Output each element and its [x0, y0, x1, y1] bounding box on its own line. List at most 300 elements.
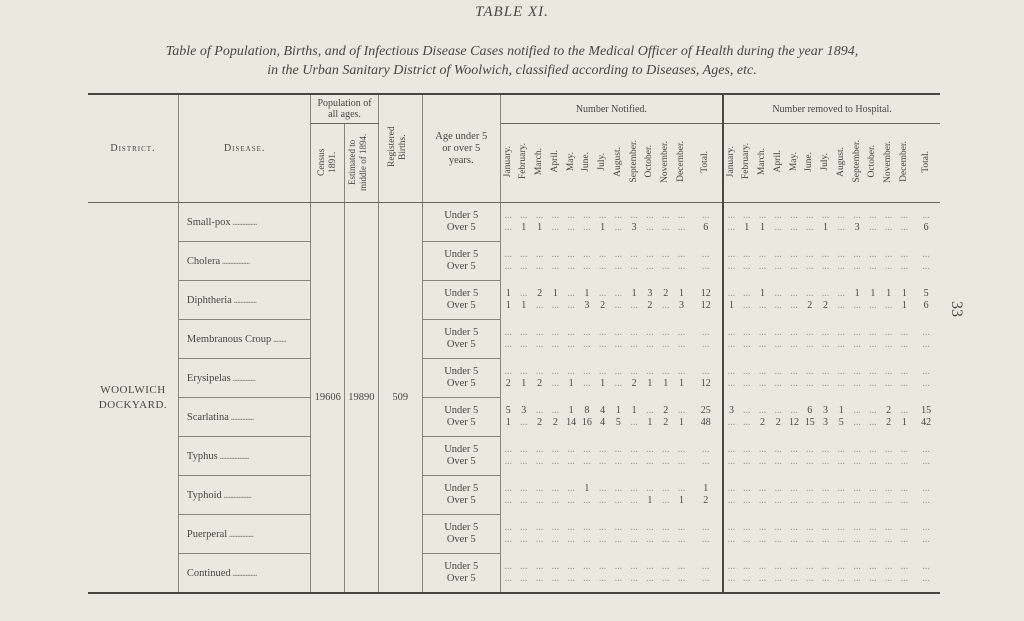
notified-over-value: ...: [646, 456, 654, 467]
removed-month-label: December.: [898, 141, 909, 182]
notified-under-value: ...: [677, 483, 686, 494]
removed-over-value: ...: [821, 495, 830, 506]
notified-over-value: ...: [677, 261, 686, 272]
notified-month-cell: [563, 398, 579, 437]
notified-month-cell: [595, 476, 611, 515]
removed-month-cell: [818, 281, 834, 320]
removed-over-value: ...: [821, 378, 830, 389]
removed-under-value: ...: [884, 522, 893, 533]
removed-over-value: ...: [774, 261, 782, 272]
header-notified: Number Notified.: [500, 94, 723, 124]
age-under-5-label: Under 5: [444, 561, 479, 572]
removed-month-cell: [723, 398, 739, 437]
notified-month-cell: [658, 203, 674, 242]
removed-under-value: ...: [884, 249, 893, 260]
removed-over-value: ...: [758, 534, 767, 545]
notified-month-cell: [500, 203, 516, 242]
notified-over-value: ...: [646, 572, 654, 584]
removed-month-cell: [849, 437, 865, 476]
notified-over-value: ...: [535, 572, 544, 584]
removed-over-total: 6: [923, 222, 929, 234]
age-under-5-label: Under 5: [444, 405, 479, 416]
removed-over-value: ...: [742, 456, 751, 467]
removed-under-value: ...: [774, 405, 782, 416]
removed-month-cell: [786, 203, 802, 242]
notified-under-value: ...: [504, 483, 513, 494]
notified-month-cell: [563, 437, 579, 476]
removed-under-value: ...: [821, 249, 830, 260]
notified-month-label: June.: [581, 151, 592, 172]
notified-over-total: 6: [703, 222, 709, 234]
notified-month-cell: [595, 398, 611, 437]
notified-under-value: 1: [584, 483, 590, 494]
removed-month-label: November.: [883, 140, 894, 183]
notified-under-value: ...: [614, 249, 623, 260]
notified-month-cell: [642, 554, 658, 594]
notified-under-value: ...: [661, 327, 670, 338]
notified-under-total: ...: [701, 210, 710, 222]
removed-month-cell: [723, 242, 739, 281]
notified-month-cell: [532, 359, 548, 398]
removed-over-value: ...: [806, 222, 814, 234]
notified-over-value: 1: [568, 378, 574, 389]
removed-over-value: ...: [884, 572, 893, 584]
removed-month-cell: [755, 476, 771, 515]
notified-under-value: ...: [614, 522, 623, 533]
notified-under-value: ...: [630, 444, 638, 455]
notified-month-cell: [626, 203, 642, 242]
notified-over-value: ...: [551, 495, 560, 506]
removed-month-label: April.: [772, 150, 783, 173]
notified-month-cell: [611, 320, 627, 359]
removed-month-cell: [802, 281, 818, 320]
removed-month-cell: [786, 437, 802, 476]
removed-over-value: ...: [774, 222, 782, 234]
removed-month-cell: [896, 203, 912, 242]
removed-month-cell: [833, 515, 849, 554]
removed-under-value: ...: [774, 444, 782, 455]
disease-name-cell: [178, 398, 310, 437]
removed-month-cell: [896, 398, 912, 437]
removed-month-cell: [723, 203, 739, 242]
header-estimated-label: Estimated to middle of 1894.: [347, 132, 369, 191]
notified-month-cell: [626, 554, 642, 594]
removed-under-value: 1: [854, 288, 860, 299]
notified-over-value: ...: [504, 572, 513, 584]
removed-under-value: ...: [884, 366, 893, 377]
notified-under-value: ...: [646, 483, 654, 494]
removed-month-cell: [723, 515, 739, 554]
removed-under-value: ...: [774, 327, 782, 338]
removed-total-cell: [912, 242, 940, 281]
table-row: [88, 476, 940, 515]
removed-over-value: ...: [727, 456, 736, 467]
removed-month-cell: [770, 320, 786, 359]
notified-under-total: 1: [703, 483, 709, 494]
removed-under-value: ...: [853, 327, 861, 338]
removed-under-value: ...: [900, 560, 909, 572]
notified-month-cell: [547, 320, 563, 359]
notified-over-value: ...: [520, 339, 528, 350]
removed-under-total: 5: [923, 288, 929, 299]
removed-month-cell: [786, 515, 802, 554]
notified-month-cell: [674, 476, 690, 515]
notified-over-value: ...: [677, 572, 686, 584]
notified-under-value: ...: [661, 444, 670, 455]
notified-under-value: ...: [677, 327, 686, 338]
notified-month-cell: [595, 203, 611, 242]
table-row: [88, 281, 940, 320]
removed-under-value: ...: [774, 366, 782, 377]
removed-month-cell: [802, 203, 818, 242]
notified-month-cell: [532, 281, 548, 320]
notified-under-value: ...: [567, 249, 575, 260]
notified-over-value: ...: [583, 222, 591, 234]
removed-over-value: ...: [774, 456, 782, 467]
notified-over-value: ...: [677, 456, 686, 467]
removed-month-cell: [770, 242, 786, 281]
notified-month-cell: [500, 398, 516, 437]
table-row: [88, 515, 940, 554]
notified-month-cell: [595, 359, 611, 398]
removed-month-cell: [739, 398, 755, 437]
notified-month-cell: [500, 554, 516, 594]
removed-month-cell: [833, 242, 849, 281]
notified-over-value: ...: [661, 572, 670, 584]
notified-month-cell: [516, 242, 532, 281]
district-line-1: WOOLWICH: [100, 383, 166, 396]
removed-month-cell: [833, 398, 849, 437]
removed-under-value: ...: [837, 560, 846, 572]
notified-total-header: [689, 124, 723, 203]
removed-over-value: ...: [806, 495, 814, 506]
removed-total-cell: [912, 554, 940, 594]
removed-month-cell: [881, 437, 897, 476]
estimated-value: 19890: [345, 203, 379, 594]
notified-over-value: ...: [520, 572, 528, 584]
notified-over-value: ...: [630, 495, 638, 506]
notified-month-cell: [626, 515, 642, 554]
notified-month-cell: [579, 359, 595, 398]
removed-under-value: ...: [742, 288, 751, 299]
removed-total-cell: [912, 203, 940, 242]
removed-over-total: 42: [921, 417, 932, 428]
notified-under-value: 1: [615, 405, 621, 416]
removed-under-value: ...: [837, 210, 846, 222]
notified-over-value: ...: [535, 495, 544, 506]
removed-month-cell: [739, 203, 755, 242]
removed-under-value: 3: [728, 405, 734, 416]
removed-under-value: ...: [806, 210, 814, 222]
notified-over-value: ...: [551, 378, 560, 389]
removed-over-value: 1: [759, 222, 765, 234]
removed-month-cell: [723, 437, 739, 476]
removed-under-value: ...: [821, 210, 830, 222]
notified-under-value: ...: [551, 444, 560, 455]
notified-under-total: 12: [700, 288, 711, 299]
removed-over-value: ...: [884, 495, 893, 506]
notified-over-value: ...: [614, 572, 623, 584]
notified-month-cell: [547, 554, 563, 594]
removed-month-cell: [896, 281, 912, 320]
removed-under-total: ...: [922, 560, 930, 572]
notified-over-value: ...: [598, 495, 607, 506]
notified-total-cell: [689, 515, 723, 554]
table-row: [88, 203, 940, 242]
leader-dots: ...............: [227, 528, 254, 540]
notified-month-cell: [658, 554, 674, 594]
notified-month-cell: [500, 320, 516, 359]
removed-over-value: ...: [853, 417, 861, 428]
removed-under-value: ...: [742, 560, 751, 572]
notified-over-value: ...: [535, 456, 544, 467]
notified-month-cell: [674, 359, 690, 398]
notified-over-value: ...: [551, 300, 560, 311]
age-over-5-label: Over 5: [446, 417, 476, 428]
notified-under-value: ...: [551, 483, 560, 494]
removed-under-value: 6: [807, 405, 813, 416]
notified-under-value: ...: [630, 210, 638, 222]
removed-month-cell: [881, 476, 897, 515]
removed-over-value: 1: [728, 300, 734, 311]
notified-month-cell: [642, 515, 658, 554]
header-estimated: [345, 124, 379, 203]
removed-under-value: ...: [742, 405, 751, 416]
notified-under-value: ...: [520, 327, 528, 338]
removed-month-cell: [739, 515, 755, 554]
removed-month-cell: [833, 320, 849, 359]
notified-over-value: ...: [661, 300, 670, 311]
header-census-label: Census 1891.: [316, 147, 338, 176]
removed-month-cell: [896, 515, 912, 554]
notified-under-value: ...: [646, 522, 654, 533]
notified-under-value: ...: [614, 366, 623, 377]
removed-month-cell: [881, 203, 897, 242]
removed-month-cell: [896, 320, 912, 359]
removed-under-value: ...: [853, 444, 861, 455]
removed-under-value: ...: [790, 288, 798, 299]
notified-month-cell: [611, 554, 627, 594]
removed-month-cell: [865, 320, 881, 359]
disease-name-cell: [178, 203, 310, 242]
removed-over-value: ...: [900, 495, 909, 506]
removed-over-value: ...: [790, 572, 798, 584]
removed-over-value: ...: [900, 339, 909, 350]
removed-month-cell: [770, 281, 786, 320]
removed-month-cell: [818, 437, 834, 476]
removed-month-cell: [755, 281, 771, 320]
notified-month-cell: [674, 320, 690, 359]
removed-month-cell: [896, 359, 912, 398]
notified-over-value: ...: [504, 456, 513, 467]
removed-under-value: ...: [837, 288, 846, 299]
notified-month-cell: [642, 281, 658, 320]
notified-under-value: ...: [677, 522, 686, 533]
notified-over-value: ...: [567, 339, 575, 350]
removed-under-value: ...: [758, 522, 767, 533]
removed-under-value: ...: [774, 288, 782, 299]
notified-month-cell: [658, 242, 674, 281]
removed-over-value: ...: [837, 534, 846, 545]
age-under-5-label: Under 5: [444, 483, 479, 494]
removed-month-cell: [723, 554, 739, 594]
notified-month-cell: [674, 242, 690, 281]
removed-total-cell: [912, 320, 940, 359]
notified-over-total: ...: [701, 339, 710, 350]
removed-over-value: ...: [821, 534, 830, 545]
notified-under-value: 3: [521, 405, 527, 416]
removed-over-value: ...: [774, 339, 782, 350]
notified-month-cell: [674, 554, 690, 594]
removed-month-header: [865, 124, 881, 203]
removed-under-value: ...: [806, 444, 814, 455]
removed-under-value: ...: [900, 366, 909, 377]
notified-month-cell: [500, 359, 516, 398]
notified-month-header: [563, 124, 579, 203]
removed-month-cell: [723, 320, 739, 359]
notified-over-value: 1: [647, 378, 653, 389]
notified-over-value: ...: [614, 339, 623, 350]
notified-total-cell: [689, 437, 723, 476]
notified-month-cell: [563, 359, 579, 398]
removed-under-value: ...: [790, 522, 798, 533]
removed-month-label: August.: [835, 146, 846, 177]
notified-under-total: ...: [701, 249, 710, 260]
removed-month-cell: [865, 203, 881, 242]
notified-under-value: ...: [646, 249, 654, 260]
notified-over-value: ...: [583, 456, 591, 467]
removed-under-value: ...: [806, 249, 814, 260]
notified-under-value: ...: [677, 249, 686, 260]
notified-month-cell: [674, 398, 690, 437]
removed-under-value: ...: [774, 560, 782, 572]
removed-under-value: ...: [900, 210, 909, 222]
removed-over-value: ...: [806, 378, 814, 389]
removed-over-value: ...: [790, 339, 798, 350]
notified-over-value: ...: [661, 222, 670, 234]
notified-month-cell: [516, 281, 532, 320]
removed-under-value: ...: [758, 366, 767, 377]
removed-under-value: ...: [742, 522, 751, 533]
notified-over-value: ...: [551, 456, 560, 467]
notified-over-value: 1: [678, 378, 684, 389]
removed-month-cell: [739, 554, 755, 594]
removed-month-cell: [723, 281, 739, 320]
removed-under-value: ...: [869, 405, 877, 416]
removed-under-value: ...: [758, 405, 767, 416]
notified-under-value: ...: [583, 560, 591, 572]
notified-month-cell: [626, 320, 642, 359]
removed-under-value: ...: [837, 444, 846, 455]
notified-under-value: ...: [677, 405, 686, 416]
notified-month-cell: [626, 437, 642, 476]
notified-over-value: ...: [646, 222, 654, 234]
removed-month-cell: [865, 281, 881, 320]
age-over-5-label: Over 5: [446, 261, 476, 272]
removed-month-header: [723, 124, 739, 203]
removed-under-value: ...: [806, 327, 814, 338]
notified-under-value: ...: [614, 444, 623, 455]
notified-under-value: ...: [661, 483, 670, 494]
removed-total-cell: [912, 515, 940, 554]
notified-over-total: ...: [701, 456, 710, 467]
removed-total-cell: [912, 437, 940, 476]
notified-month-cell: [532, 437, 548, 476]
table-title: TABLE XI.: [475, 4, 549, 20]
notified-month-cell: [611, 359, 627, 398]
header-population: Population of all ages.: [311, 94, 378, 124]
notified-under-value: ...: [551, 327, 560, 338]
notified-over-value: ...: [614, 534, 623, 545]
removed-month-label: March.: [756, 147, 767, 176]
removed-over-value: ...: [884, 456, 893, 467]
notified-under-value: 2: [663, 288, 669, 299]
disease-label: Membranous Croup: [186, 333, 272, 345]
age-under-5-label: Under 5: [444, 444, 479, 455]
notified-under-value: ...: [614, 327, 623, 338]
removed-over-value: ...: [853, 300, 861, 311]
notified-month-label: March.: [534, 147, 545, 176]
removed-month-cell: [818, 398, 834, 437]
removed-under-value: ...: [900, 327, 909, 338]
table-row: [88, 437, 940, 476]
removed-over-value: ...: [806, 572, 814, 584]
notified-over-value: 1: [647, 417, 653, 428]
removed-under-value: ...: [727, 522, 736, 533]
notified-over-value: 1: [600, 378, 606, 389]
notified-month-cell: [626, 281, 642, 320]
removed-month-header: [849, 124, 865, 203]
removed-over-value: ...: [853, 572, 861, 584]
notified-under-value: ...: [535, 366, 544, 377]
notified-over-value: ...: [583, 495, 591, 506]
notified-month-cell: [658, 359, 674, 398]
notified-month-cell: [500, 281, 516, 320]
removed-month-cell: [849, 320, 865, 359]
notified-over-value: 5: [615, 417, 621, 428]
removed-over-value: 1: [901, 417, 907, 428]
removed-over-value: ...: [806, 456, 814, 467]
notified-under-value: ...: [567, 483, 575, 494]
removed-under-value: ...: [742, 444, 751, 455]
removed-month-cell: [849, 242, 865, 281]
removed-over-value: 3: [823, 417, 829, 428]
removed-over-value: ...: [837, 456, 846, 467]
removed-over-value: ...: [900, 222, 909, 234]
notified-month-cell: [658, 398, 674, 437]
removed-over-value: ...: [900, 456, 909, 467]
removed-over-value: ...: [884, 222, 893, 234]
notified-month-label: May.: [565, 151, 576, 172]
removed-month-cell: [739, 359, 755, 398]
removed-under-value: ...: [884, 444, 893, 455]
removed-over-value: ...: [727, 222, 736, 234]
notified-under-total: 25: [700, 405, 711, 416]
notified-over-value: 2: [552, 417, 558, 428]
notified-over-value: ...: [551, 339, 560, 350]
age-over-5-label: Over 5: [446, 339, 476, 350]
removed-under-value: ...: [727, 249, 736, 260]
removed-month-cell: [755, 554, 771, 594]
removed-total-header: [912, 124, 940, 203]
removed-under-value: ...: [727, 210, 736, 222]
notified-under-value: ...: [551, 249, 560, 260]
notified-month-header: [674, 124, 690, 203]
notified-month-cell: [516, 359, 532, 398]
removed-month-cell: [881, 515, 897, 554]
removed-over-value: ...: [727, 417, 736, 428]
notified-total-cell: [689, 281, 723, 320]
